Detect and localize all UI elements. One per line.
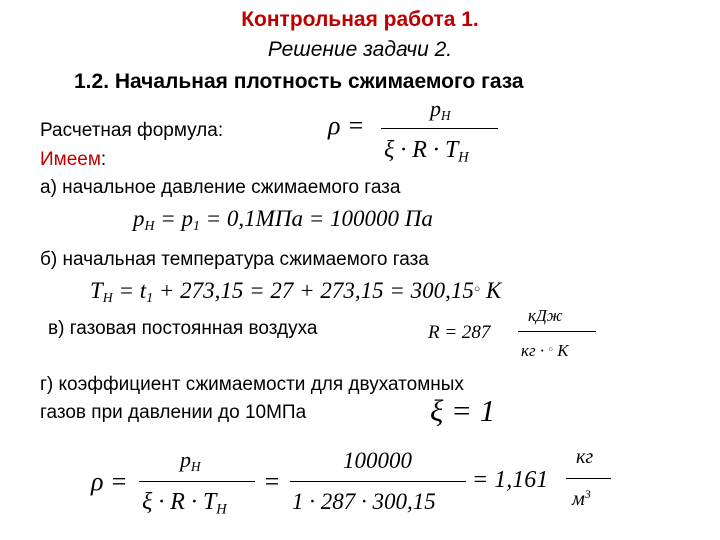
final-den2: 1 · 287 · 300,15 — [292, 489, 436, 514]
eq-v-den-unit: K — [557, 341, 569, 360]
final-num1 — [180, 447, 201, 475]
eq-v-lhs: R = 287 — [428, 322, 491, 343]
main-den-sub: H — [458, 149, 469, 166]
main-num-p: p — [430, 96, 441, 121]
slide-title: Контрольная работа 1. — [241, 8, 479, 31]
item-g-line2: газов при давлении до 10МПа — [40, 402, 307, 423]
item-b-text: б) начальная температура сжимаемого газа — [40, 249, 429, 270]
eq-a-p: p — [133, 206, 145, 231]
item-v-text: в) газовая постоянная воздуха — [48, 318, 318, 339]
have-label-colon: : — [100, 149, 107, 170]
item-a-equation — [133, 206, 433, 234]
eq-g-xi: ξ — [430, 393, 444, 428]
have-label — [40, 149, 106, 171]
main-formula-lhs: ρ = — [328, 111, 365, 140]
eq-b-rest: + 273,15 = 27 + 273,15 = 300,15 — [158, 278, 474, 303]
eq-v-numerator: кДж — [528, 306, 563, 325]
final-eq2: = — [263, 467, 281, 496]
main-formula-numerator — [430, 96, 451, 124]
final-num2: 100000 — [343, 448, 412, 473]
eq-g-rest: = 1 — [451, 393, 496, 428]
main-den-rest: · R · T — [400, 137, 459, 163]
final-unit-fraction-bar — [566, 478, 611, 479]
final-unit-num: кг — [576, 446, 594, 468]
final-unit-den-m: м — [572, 488, 585, 511]
final-den1-sub: H — [216, 501, 227, 518]
final-num1-p: p — [180, 447, 191, 472]
final-unit-den — [572, 487, 591, 511]
eq-v-denominator — [521, 341, 569, 361]
main-formula-denominator — [384, 137, 469, 166]
main-fraction-bar — [381, 128, 498, 129]
final-eq3: = 1,161 — [472, 467, 549, 493]
eq-a-rest: = 0,1МПа = 100000 Па — [205, 206, 433, 231]
final-den1 — [142, 489, 227, 518]
item-g-line1: г) коэффициент сжимаемости для двухатомных — [40, 374, 464, 395]
final-num1-sub: H — [191, 458, 201, 474]
section-heading: 1.2. Начальная плотность сжимаемого газа — [74, 70, 524, 93]
eq-v-den: кг · — [521, 341, 549, 360]
eq-b-t-sub: H — [102, 290, 113, 306]
have-label-text: Имеем — [40, 149, 101, 170]
eq-v-fraction-bar — [518, 331, 596, 332]
final-fraction-bar-1 — [139, 481, 255, 482]
final-fraction-bar-2 — [290, 481, 466, 482]
item-b-equation — [90, 278, 501, 306]
final-lhs: ρ = — [91, 467, 128, 496]
eq-a-p-sub: H — [144, 218, 155, 234]
eq-b-eq1: = t — [118, 278, 147, 303]
final-den1-xi: ξ — [142, 489, 153, 515]
eq-a-eq1: = p — [160, 206, 193, 231]
main-num-sub: H — [441, 107, 451, 123]
item-a-text: а) начальное давление сжимаемого газа — [40, 177, 401, 198]
eq-b-t1-sub: 1 — [146, 290, 154, 306]
main-den-xi: ξ — [384, 137, 395, 163]
eq-b-unit: K — [485, 278, 502, 303]
eq-b-t: T — [90, 278, 103, 303]
final-unit-den-sup: 3 — [584, 487, 591, 501]
degree-icon-2: ○ — [548, 344, 553, 354]
formula-label: Расчетная формула: — [40, 120, 224, 141]
degree-icon: ○ — [473, 283, 481, 295]
item-g-equation — [430, 393, 495, 429]
eq-a-p1-sub: 1 — [193, 218, 200, 234]
slide-subtitle: Решение задачи 2. — [267, 38, 453, 61]
final-den1-rest: · R · T — [158, 489, 217, 515]
